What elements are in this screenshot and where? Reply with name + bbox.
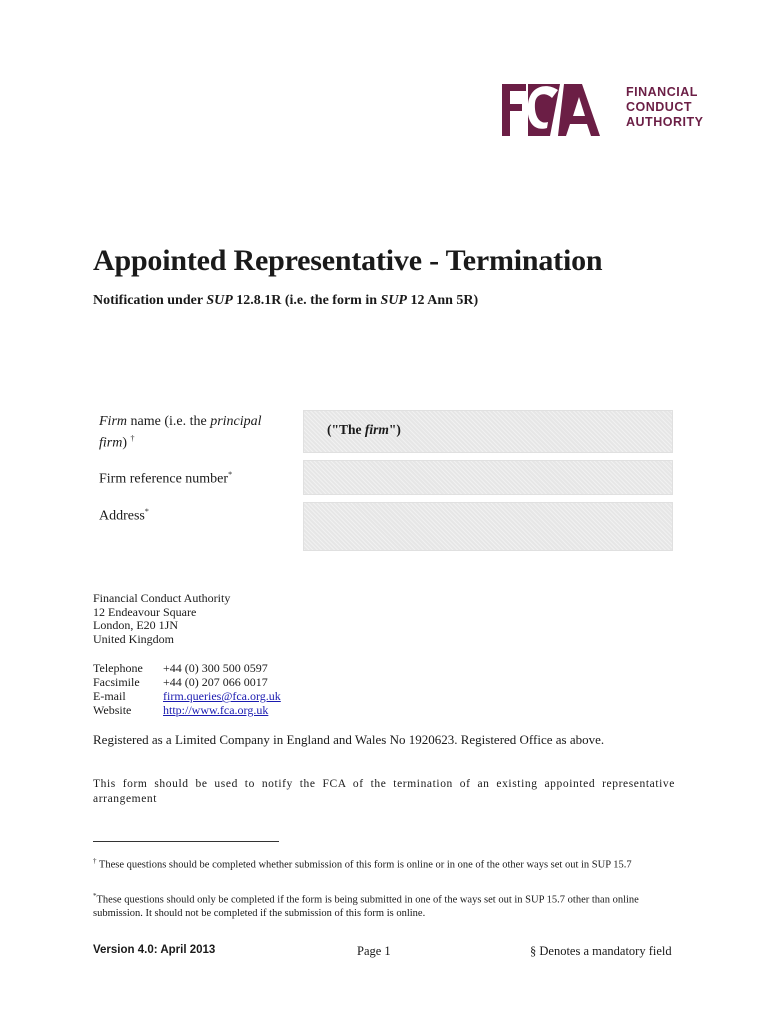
subtitle-sup-ref-1: SUP [206, 293, 233, 308]
logo-line-financial: FINANCIAL [626, 85, 698, 99]
the-firm-note-suffix: ") [388, 422, 401, 437]
authority-city: London, E20 1JN [93, 618, 178, 633]
contact-email [93, 689, 281, 703]
the-firm-note-prefix: ("The [327, 422, 365, 437]
contact-telephone-label: Telephone [93, 661, 143, 675]
page-title: Appointed Representative - Termination [93, 244, 603, 277]
contact-email-label: E-mail [93, 689, 126, 703]
footnote-asterisk [93, 890, 675, 921]
firm-reference-label [99, 466, 232, 488]
contact-facsimile-value: +44 (0) 207 066 0017 [163, 675, 268, 689]
firm-name-label-italic-firm: Firm [99, 414, 127, 429]
firm-reference-label-text: Firm reference number [99, 471, 229, 487]
registered-statement: Registered as a Limited Company in England and Wales No 1920623. Registered Office as above. [93, 732, 605, 747]
logo-line-conduct: CONDUCT [626, 100, 692, 114]
firm-name-label-mid: name (i.e. the [127, 414, 211, 429]
contact-website [93, 703, 268, 717]
firm-name-dagger-mark: † [130, 434, 135, 443]
fca-logo [500, 72, 730, 142]
logo-line-authority: AUTHORITY [626, 115, 704, 129]
subtitle-sup-ref-2: SUP [380, 293, 407, 308]
firm-reference-field[interactable] [303, 460, 673, 495]
footnote-divider [93, 841, 279, 842]
address-label [99, 503, 149, 525]
firm-name-label [99, 413, 299, 452]
address-label-text: Address [99, 508, 145, 524]
contact-email-link[interactable]: firm.queries@fca.org.uk [163, 689, 281, 703]
contact-website-label: Website [93, 703, 132, 717]
contact-facsimile-label: Facsimile [93, 675, 140, 689]
footer-version: Version 4.0: April 2013 [93, 944, 216, 956]
the-firm-note [327, 422, 401, 438]
authority-country: United Kingdom [93, 631, 174, 646]
authority-name: Financial Conduct Authority [93, 591, 231, 605]
subtitle-suffix: 12 Ann 5R) [406, 293, 479, 308]
footnote-asterisk-mark: * [93, 892, 97, 900]
authority-street: 12 Endeavour Square [93, 604, 197, 619]
subtitle-middle: 12.8.1R (i.e. the form in [232, 293, 381, 308]
footnote-asterisk-text: These questions should only be completed if the form is being submitted in one of the ways set out in SUP 15.7 other than online submission. It should not be completed if the submission of this form is online. [93, 894, 639, 919]
footer-page-number: Page 1 [357, 944, 391, 958]
fca-logo-wordmark [626, 85, 703, 130]
subtitle-prefix: Notification under [93, 293, 207, 308]
form-intro: This form should be used to notify the FCA of the termination of an existing appointed representative arrangement [93, 778, 675, 805]
footnote-dagger [93, 855, 675, 872]
page-subtitle [93, 293, 478, 309]
contact-facsimile [93, 675, 268, 689]
address-field[interactable] [303, 502, 673, 551]
firm-name-label-italic-principal: principal [210, 414, 262, 429]
footnote-dagger-text: These questions should be completed whether submission of this form is online or in one of the other ways set out in SUP 15.7 [96, 859, 632, 871]
footnote-dagger-mark: † [93, 857, 97, 865]
contact-website-link[interactable]: http://www.fca.org.uk [163, 703, 269, 717]
firm-reference-asterisk: * [228, 470, 233, 479]
contact-telephone-value: +44 (0) 300 500 0597 [163, 661, 268, 675]
contact-telephone [93, 661, 268, 675]
firm-name-label-end: ) [122, 435, 128, 451]
footer-mandatory-legend: § Denotes a mandatory field [530, 944, 672, 958]
the-firm-note-italic: firm [364, 422, 389, 437]
address-asterisk: * [144, 507, 149, 516]
firm-name-label-italic-firm2: firm [99, 435, 123, 451]
fca-logo-mark [500, 72, 620, 142]
